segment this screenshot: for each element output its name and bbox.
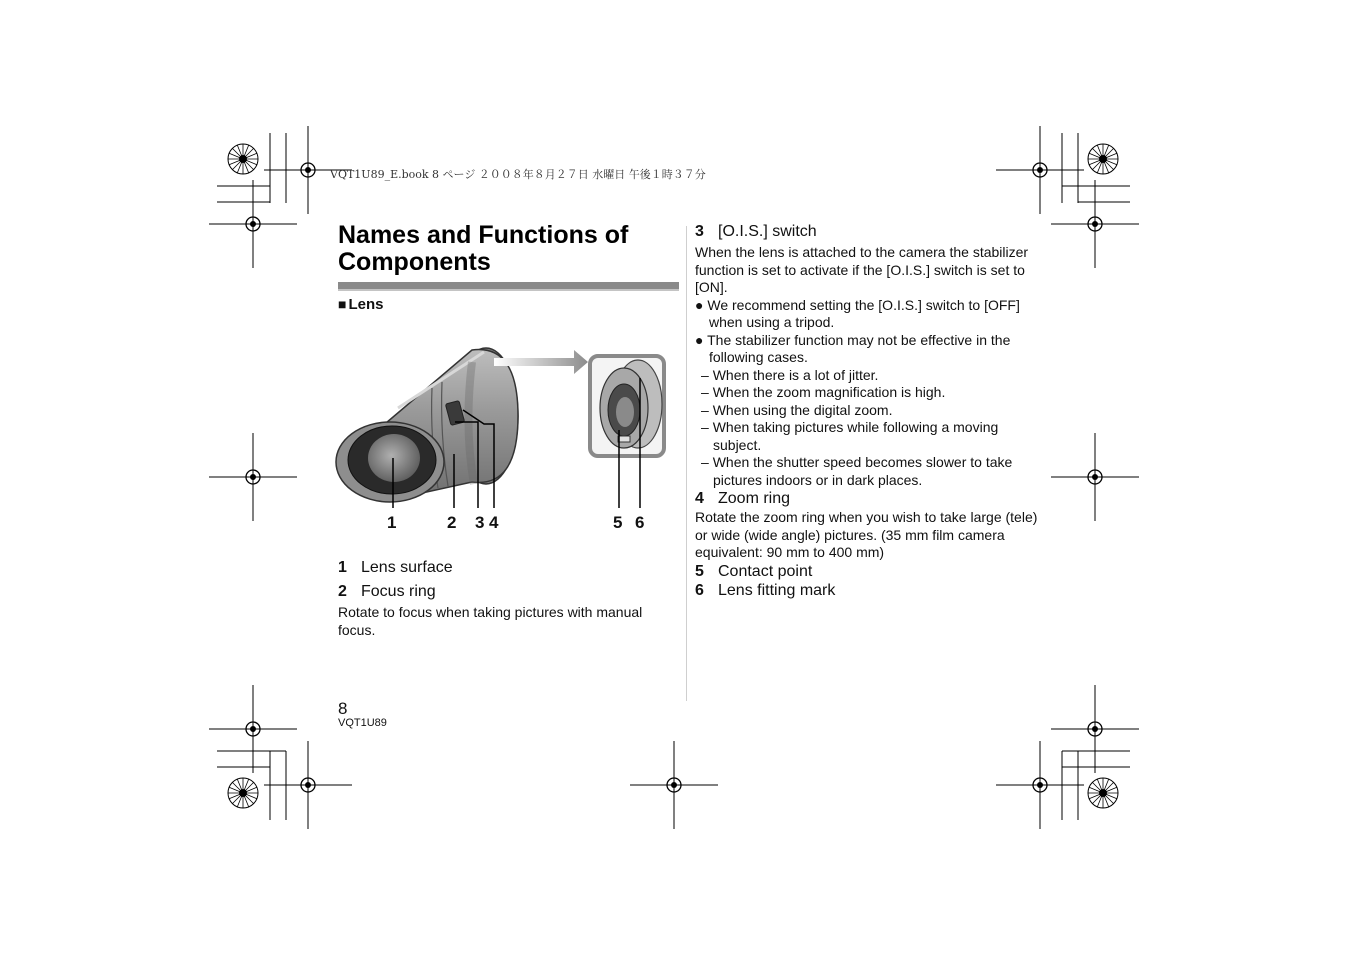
crosshair-icon bbox=[209, 180, 297, 268]
section-label: Lens bbox=[348, 296, 384, 313]
case-item: – When taking pictures while following a moving subject. bbox=[701, 419, 999, 453]
focus-ring-description: Rotate to focus when taking pictures with manual focus. bbox=[338, 604, 643, 638]
crosshair-icon bbox=[1051, 433, 1139, 521]
lens-front-view bbox=[336, 348, 518, 502]
case-item: – When there is a lot of jitter. bbox=[701, 366, 879, 383]
section-heading bbox=[338, 296, 383, 313]
crosshair-icon bbox=[1051, 685, 1139, 773]
title-underline-shade bbox=[338, 289, 679, 291]
case-item: – When the shutter speed becomes slower to take pictures indoors or in dark places. bbox=[701, 454, 1013, 488]
case-item: – When using the digital zoom. bbox=[701, 401, 893, 418]
square-bullet-icon: ■ bbox=[338, 296, 347, 312]
case-item: – When the zoom magnification is high. bbox=[701, 384, 946, 400]
page-number: 8 bbox=[338, 699, 348, 718]
crosshair-icon bbox=[630, 741, 718, 829]
zoom-ring-description: Rotate the zoom ring when you wish to take large (tele) or wide (wide angle) pictures. (35 mm film camera equivalent: 90 mm to 400 mm) bbox=[695, 509, 1038, 560]
model-code: VQT1U89 bbox=[338, 717, 387, 729]
column-divider bbox=[686, 226, 687, 701]
bullet-item: ● The stabilizer function may not be effective in the following cases. bbox=[695, 331, 1011, 365]
registration-star-icon bbox=[228, 144, 258, 174]
item-zoom-ring: 4 Zoom ring bbox=[695, 490, 791, 507]
callout-2: 2 bbox=[447, 513, 457, 532]
callout-5: 5 bbox=[613, 513, 623, 532]
item-ois-switch: 3 [O.I.S.] switch bbox=[695, 223, 817, 240]
callout-6: 6 bbox=[635, 513, 645, 532]
item-lens-fitting-mark: 6 Lens fitting mark bbox=[695, 581, 836, 599]
registration-star-icon bbox=[228, 778, 258, 808]
registration-star-icon bbox=[1088, 778, 1118, 808]
callout-1: 1 bbox=[387, 513, 397, 532]
page-title: Names and Functions of Components bbox=[338, 221, 629, 276]
crosshair-icon bbox=[264, 741, 352, 829]
right-column bbox=[695, 222, 1040, 600]
crosshair-icon bbox=[996, 126, 1084, 214]
item-focus-ring: 2 Focus ring bbox=[338, 583, 436, 600]
crosshair-icon bbox=[996, 741, 1084, 829]
callout-4: 4 bbox=[489, 513, 499, 532]
registration-star-icon bbox=[1088, 144, 1118, 174]
crosshair-icon bbox=[209, 433, 297, 521]
lens-illustration bbox=[334, 338, 674, 538]
callout-3: 3 bbox=[475, 513, 485, 532]
print-header: VQT1U89_E.book 8 ページ ２００８年８月２７日 水曜日 午後１時３７分 bbox=[330, 168, 706, 181]
crosshair-icon bbox=[1051, 180, 1139, 268]
ois-description: When the lens is attached to the camera the stabilizer function is set to activate if the [O.I.S.] switch is set to [ON]. bbox=[695, 244, 1029, 295]
lens-rear-view bbox=[590, 356, 664, 456]
bullet-item: ● We recommend setting the [O.I.S.] switch to [OFF] when using a tripod. bbox=[695, 296, 1020, 330]
crosshair-icon bbox=[209, 685, 297, 773]
item-lens-surface: 1 Lens surface bbox=[338, 559, 453, 576]
item-contact-point: 5 Contact point bbox=[695, 562, 813, 580]
